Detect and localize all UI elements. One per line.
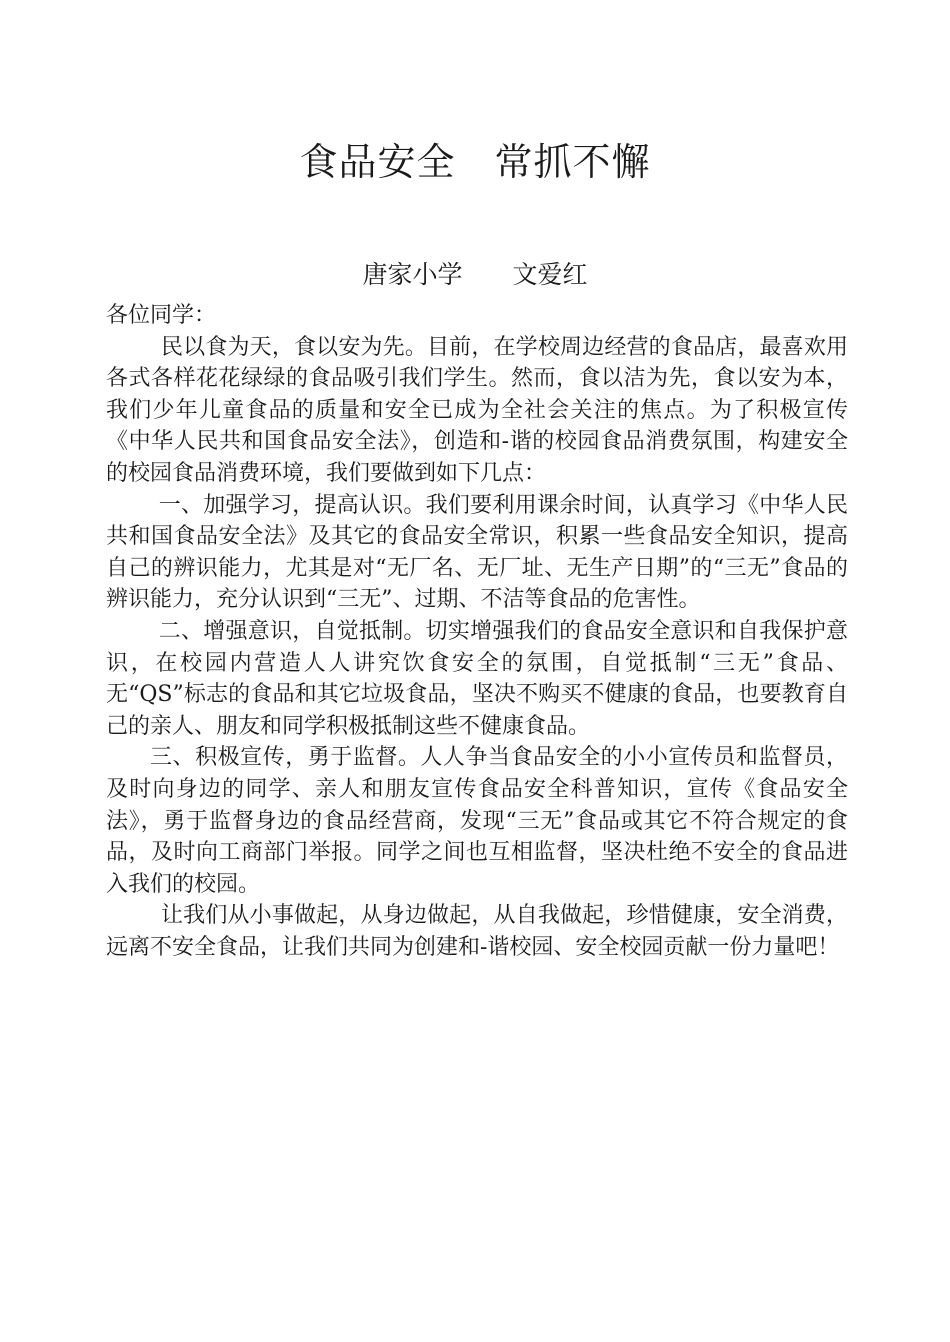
- paragraph-closing: 让我们从小事做起，从身边做起，从自我做起，珍惜健康，安全消费，远离不安全食品，让我们共同为创建和-谐校园、安全校园贡献一份力量吧！: [106, 903, 848, 960]
- paragraph-point-3: 三、积极宣传，勇于监督。人人争当食品安全的小小宣传员和监督员，及时向身边的同学、亲人和朋友宣传食品安全科普知识，宣传《食品安全法》，勇于监督身边的食品经营商，发现“三无”食品或其它不符合规定的食品，及时向工商部门举报。同学之间也互相监督，坚决杜绝不安全的食品进入我们的校园。: [106, 745, 848, 897]
- salutation: 各位同学：: [106, 303, 217, 328]
- document-title: 食品安全 常抓不懈: [299, 140, 651, 184]
- paragraph-point-1: 一、加强学习，提高认识。我们要利用课余时间，认真学习《中华人民共和国食品安全法》及其它的食品安全常识，积累一些食品安全知识，提高自己的辨识能力，尤其是对“无厂名、无厂址、无生产日期”的“三无”食品的辨识能力，充分认识到“三无”、过期、不洁等食品的危害性。: [106, 492, 848, 613]
- document-body: [106, 300, 848, 963]
- paragraph-intro: 民以食为天，食以安为先。目前，在学校周边经营的食品店，最喜欢用各式各样花花绿绿的食品吸引我们学生。然而，食以洁为先，食以安为本，我们少年儿童食品的质量和安全已成为全社会关注的焦点。为了积极宣传《中华人民共和国食品安全法》，创造和-谐的校园食品消费氛围，构建安全的校园食品消费环境，我们要做到如下几点：: [106, 334, 848, 486]
- paragraph-point-2: 二、增强意识，自觉抵制。切实增强我们的食品安全意识和自我保护意识，在校园内营造人人讲究饮食安全的氛围，自觉抵制“三无”食品、无“QS”标志的食品和其它垃圾食品，坚决不购买不健康的食品，也要教育自己的亲人、朋友和同学积极抵制这些不健康食品。: [106, 618, 848, 739]
- author-byline: 唐家小学 文爱红: [362, 260, 588, 289]
